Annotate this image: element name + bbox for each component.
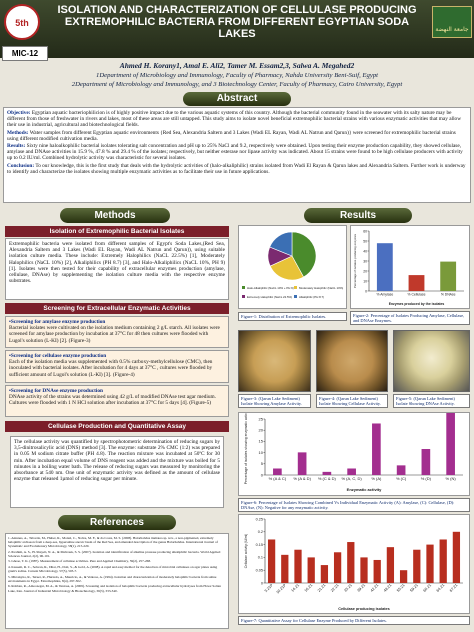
chart-bar <box>321 565 328 583</box>
x-tick-label: % (A) <box>371 476 382 481</box>
amylase-title: •Screening for amylase enzyme production <box>9 319 106 325</box>
x-tick-label: 3.21P <box>263 583 274 594</box>
dnase-text: DNAse activity of the strains was determined using 42 g/L of modified DNAse test agar medium. Cultures were flooded with 1 N HCl solution after incubation at 37°C for 5 days [4]. (Figure-5) <box>9 394 216 407</box>
x-tick-label: % (N) <box>445 476 456 481</box>
cellulase-plate-photo <box>316 330 388 392</box>
y-tick-label: 20 <box>258 427 263 433</box>
conclusion-text: To our knowledge, this is the first study that deals with the hydrolytic activities of (halo-alkaliphilic) strains isolated from Wadi El Rayan & Qarun lakes and Alexandria Saltern. Further work is underway to identify and characterize the isolates showing multiple enzymatic activities as to facilitate their use in future applications. <box>7 162 466 175</box>
chart-bar <box>334 552 341 583</box>
chart-bar <box>453 532 460 583</box>
x-tick-label: % Amylase <box>376 292 394 297</box>
conference-logo <box>4 4 40 40</box>
y-tick-label: 0.2 <box>257 530 263 535</box>
y-tick-label: 20 <box>363 269 367 274</box>
methods-summary: Water samples from different Egyptian aquatic environments {Red Sea, Alexandria Saltern and 3 Lakes (Wadi EL Rayan, Wadi AL Natrun and Qarun)} were screened for extremophilic bacterial strains using different modified cultivation media. <box>7 129 456 142</box>
assay-text: The cellulase activity was quantified by spectrophotometric determination of reducing sugars by 3,5-dinitrosalicylic acid (DNS) method [3]. The enzyme: substrate 2% CMC (1:2) was prepared in 0.05 M sodium citrate buffer (PH 4.8). The reaction mixture was incubated at 50ºC for 30 min. After incubation equal volume of DNS reagent was added and the mixture was boiled for 5 minutes in a boiling water bath. The release of reducing sugars was measured by monitoring the absorbance at 540 nm. One unit of enzymatic activity was defined as the amount of cellulase enzyme that released 1µmol of reducing sugar per minute. <box>10 436 224 508</box>
y-tick-label: 10 <box>363 279 367 284</box>
cellulase-text: Each of the isolation media was supplemented with 0.5% carboxy-methylcellulose (CMC), then inoculated with bacterial isolates. After incubation for 4 days at 37°C , cultures were flooded by sufficient amount of Lugol's solution (L-KI) [3]. (Figure-4) <box>9 359 213 378</box>
legend-swatch <box>294 286 297 289</box>
reference-item: 1. Antunes, A., Taborda, M., Huber, R., Moissl, C., Nobre, M. F., & da Costa, M. S. (2008). Halorhabdus tiamatea sp. nov., a non-pigmented, extremely halophilic archaeon from a deep-sea, hypersaline anoxic basin of the Red Sea, and emended description of the genus Halorhabdus. International Journal of Systematic and Evolutionary Microbiology, 58(1), 215-220. <box>8 536 218 549</box>
x-tick-label: 48.21 <box>382 583 393 593</box>
poster-title: ISOLATION AND CHARACTERIZATION OF CELLULASE PRODUCING EXTREMOPHILIC BACTERIA FROM DIFFERENT EGYPTIAN SODA LAKES <box>57 4 417 40</box>
x-tick-label: % (C & D) <box>317 476 336 481</box>
y-tick-label: 0.05 <box>255 568 263 573</box>
figure-1-panel <box>238 225 347 309</box>
chart-bar <box>372 423 381 475</box>
legend-label: Halo-Alkaliphilic (NaCL 10% + PH 9) <box>247 286 294 290</box>
x-tick-label: 16.21 <box>303 583 314 593</box>
y-tick-label: 5 <box>260 461 263 467</box>
legend-label: Moderately Halophilic (NaCL 10%) <box>299 286 344 290</box>
chart-bar <box>268 539 275 583</box>
reference-item: 2. Ibrahim, A. S., El-Shayeb, N. A., & Mabrouk, S. S. (2007). Isolation and identification of alkaline protease producing alkaliphilic bacteria. World Applied Sciences Journal, 2(2), 96-101. <box>8 549 221 558</box>
conference-logo-text: 5th <box>15 18 29 28</box>
isolation-text: Extremophilic bacteria were isolated from different samples of Egypt's Soda Lakes,(Red Sea, Alexandria Saltern and 3 Lakes (Wadi EL Rayan, Wadi AL Natrun and Qarun)), using suitable isolation culture media. These include: Extremely Halophilics (NaCL 22.5%) [1], Moderately Halophilics (NaCL 10%) [2], Alkaliphilics (PH 8.7) [3], and Halo-Alkaliphilics (NaCL 10%, PH 9) [1]. Isolates were then tested for their capability of extracellular enzymes production (amylase, cellulase, DNAse) by supplementing the isolation culture media with the respective enzyme substrates. <box>5 238 229 300</box>
amylase-screening <box>5 316 229 348</box>
chart-bar <box>281 555 288 583</box>
y-tick-label: 0.1 <box>257 555 263 560</box>
y-tick-label: 0 <box>260 472 263 478</box>
methods-label: Methods: <box>7 129 29 136</box>
x-tick-label: 21.21 <box>316 583 327 593</box>
x-tick-label: % Cellulase <box>407 292 426 297</box>
chart-bar <box>413 550 420 583</box>
legend-swatch <box>294 295 297 298</box>
x-axis-label: Cellulase producing isolates <box>338 607 390 611</box>
y-tick-label: 0 <box>365 289 367 294</box>
reference-item: 3. Ghose, T. K. (1987). Measurement of cellulase activities. Pure and Applied Chemistry, 59(2), 257-268. <box>8 559 151 564</box>
y-tick-label: 60 <box>363 229 367 234</box>
x-tick-label: 59.21 <box>409 583 419 593</box>
results-label: Results: <box>7 143 26 150</box>
x-tick-label: 39.21 <box>356 583 367 593</box>
y-axis-label: Cellulase activity (IU/ml) <box>244 533 248 569</box>
chart-bar <box>446 413 455 475</box>
combined-activity-chart <box>239 413 469 495</box>
chart-bar <box>409 275 425 291</box>
x-tick-label: 22.21 <box>330 583 340 593</box>
y-tick-label: 30 <box>363 259 367 264</box>
x-tick-label: % (A & C) <box>268 476 287 481</box>
reference-item: 5. Mirrekyna, R., Teruer, R., Hurtado, A., Mauricio, A., & Ventosa, A. (1994). Isolation and characterization of moderately halophilic bacteria from saline environments in Egypt. Extremophiles, 8(4), 297-302. <box>8 574 217 583</box>
chart-bar <box>294 550 301 583</box>
methods-heading: Methods <box>60 208 170 223</box>
chart-bar <box>308 557 315 583</box>
author-list: Ahmed H. Korany1, Amal E. Ali2, Tamer M. Essam2,3, Salwa A. Megahed2 <box>119 61 355 70</box>
x-tick-label: % (A & D) <box>293 476 311 481</box>
x-tick-label: % (C) <box>396 476 407 481</box>
legend-swatch <box>242 286 245 289</box>
figure-5-caption: Figure-5: (Qarun Lake Sediment) Isolate Showing DNAse Activity. <box>393 394 470 408</box>
y-tick-label: 0.15 <box>255 542 263 547</box>
chart-bar <box>360 557 367 583</box>
x-tick-label: 14.21 <box>290 583 301 593</box>
results-heading: Results <box>304 208 412 223</box>
y-tick-label: 50 <box>363 239 367 244</box>
y-tick-label: 15 <box>258 438 263 444</box>
x-tick-label: 42.21 <box>369 583 380 593</box>
references-heading: References <box>58 515 176 530</box>
isolation-heading: Isolation of Extremophilic Bacterial Isolates <box>5 226 229 237</box>
figure-3-caption: Figure-3: (Qarun Lake Sediment) Isolate Showing Amylase Activity. <box>238 394 311 408</box>
legend-label: Extremely Halophilic (NaCL 22.5%) <box>247 295 293 299</box>
x-tick-label: 33.21 <box>343 583 353 593</box>
figure-2-caption: Figure-2: Percentage of Isolates Producing Amylase, Cellulase, and DNAse Enzymes. <box>350 311 470 325</box>
cellulase-title: •Screening for cellulase enzyme production <box>9 353 107 359</box>
y-tick-label: 25 <box>258 416 263 422</box>
y-tick-label: 0 <box>260 581 263 586</box>
objective-text: Egyptian aquatic bacteriophilicion is of highly positive impact due to the various aquatic systems of this country. Although the bacterial community found in the seawater with its salty nature may be different from those of freshwater in rivers and lakes, most of these areas are still untapped. This study aims to isolate novel beneficial extremophilic bacterial strains with various enzymatic activities that may allow their use in industrial, agricultural and biotechnological fields. <box>7 110 462 129</box>
y-axis-label: Percentage of isolates showing enzymatic activity <box>244 413 248 485</box>
chart-bar <box>440 262 456 291</box>
x-axis-label: Enzymatic activity <box>346 487 382 492</box>
assay-heading: Cellulase Production and Quantitative Assay <box>5 421 229 432</box>
figure-1-caption: Figure-1: Distribution of Extremophilic Isolates. <box>238 312 347 321</box>
amylase-plate-photo <box>238 330 311 392</box>
chart-bar <box>422 449 431 475</box>
y-tick-label: 0.25 <box>255 517 263 522</box>
figure-6-panel <box>238 412 470 496</box>
chart-bar <box>377 243 393 291</box>
chart-bar <box>400 570 407 583</box>
figure-4-caption: Figure-4: (Qarun Lake Sediment) Isolate Showing Cellulase Activity. <box>316 394 388 408</box>
chart-bar <box>440 539 447 583</box>
figure-2-panel <box>350 225 470 309</box>
pie-chart <box>239 226 346 308</box>
x-tick-label: 55.21 <box>396 583 406 593</box>
affiliation-2: 2Department of Microbiology and Immunology, and 3 Biotechnology Center, Faculty of Pharmacy, Cairo University, Egypt <box>71 81 403 88</box>
screening-heading: Screening for Extracellular Enzymatic Activities <box>5 303 229 314</box>
cellulase-activity-chart <box>239 515 469 613</box>
x-tick-label: % DNAse <box>440 292 456 297</box>
figure-6-caption: Figure-6: Percentage of Isolates Showing Combined Vs Individual Enzymatic Activity (A): Amylase, (C): Cellulase, (D): DNAse, (N): Negative for any enzymatic activity. <box>238 498 470 512</box>
abstract-heading: Abstract <box>183 92 291 106</box>
amylase-text: Bacterial isolates were cultivated on the isolation medium containing 2 g/L starch. All isolates were screened for amylase production by incubation at 37°C for 48 then cultures were flooded with Lugol's solution (L-KI) [2]. (Figure-3) <box>9 325 220 344</box>
university-logo-text: جامعة النهضة <box>435 26 469 33</box>
x-axis-label: Enzymes produced by the isolates <box>388 302 445 306</box>
chart-bar <box>347 542 354 583</box>
x-tick-label: 67.21 <box>448 583 459 593</box>
x-tick-label: 64.21 <box>435 583 446 593</box>
chart-bar <box>374 560 381 583</box>
dnase-title: •Screening for DNAse enzyme production <box>9 388 103 394</box>
abstract-box <box>3 107 471 203</box>
y-tick-label: 10 <box>258 449 263 455</box>
figure-7-panel <box>238 514 470 614</box>
poster-code: MIC-12 <box>2 46 48 61</box>
reference-item: 4. Kassem, R. C., Selwan, R., Dhar, H., Dolt, S., & Gold, A. (2008). A rapid and easy method for the detection of microbial cellulases on agar plates using gram's iodine. Current Microbiology, 57(5), 503-7. <box>8 565 218 574</box>
chart-bar <box>387 547 394 583</box>
cellulase-screening <box>5 350 229 383</box>
references-list <box>5 533 229 629</box>
affiliation-1: 1Department of Microbiology and Immunology, Faculty of Pharmacy, Nahda University Beni-Suif, Egypt <box>95 72 379 79</box>
chart-bar <box>323 472 332 475</box>
chart-bar <box>397 465 406 475</box>
figure-7-caption: Figure-7: Quantitative Assay for Cellulase Enzyme Produced by Different Isolates. <box>238 616 470 625</box>
y-axis-label: Percentage of isolates producing enzymes <box>353 233 357 289</box>
y-tick-label: 40 <box>363 249 367 254</box>
chart-bar <box>426 545 433 583</box>
chart-bar <box>298 452 307 475</box>
reference-item: 6. Rohban, R., Amoozegar, M. A., & Ventosa, A. (2009). Screening and isolation of halophilic bacteria producing extracellular hydrolyses from Howz Soltan Lake, Iran. Journal of Industrial Microbiology & Biotechnology, 36(3), 333-340. <box>8 584 221 593</box>
university-logo <box>432 6 472 38</box>
legend-label: Alkaliphilic (PH 8.7) <box>299 295 325 299</box>
x-tick-label: 60.21 <box>422 583 433 593</box>
x-tick-label: 10.21P <box>275 583 287 595</box>
chart-bar <box>347 469 356 475</box>
conclusion-label: Conclusion: <box>7 162 35 169</box>
objective-label: Objective: <box>7 110 31 116</box>
legend-swatch <box>242 295 245 298</box>
dnase-screening <box>5 385 229 417</box>
x-tick-label: % (D) <box>420 476 431 481</box>
chart-bar <box>273 469 282 475</box>
results-summary: Sixty nine haloalkophilic bacterial isolates tolerating salt concentration and pH up to 25% NaCl and 9.2, respectively were obtained. Upon testing their enzyme production capability, they showed cellulase, amylase and DNAse activities in 15.9 %, 47.8 % and 29.4 % of the isolates; respectively, but neither esterase nor lipase activity was indicated. About 15 strains were found to be high cellulase producers with activity up to 0.2 IU/ml. Combined hydrolytic activity was characteristic for several isolates. <box>7 143 463 162</box>
x-tick-label: % (A, C, D) <box>341 476 362 481</box>
dnase-plate-photo <box>393 330 470 392</box>
enzyme-bar-chart <box>351 226 469 308</box>
